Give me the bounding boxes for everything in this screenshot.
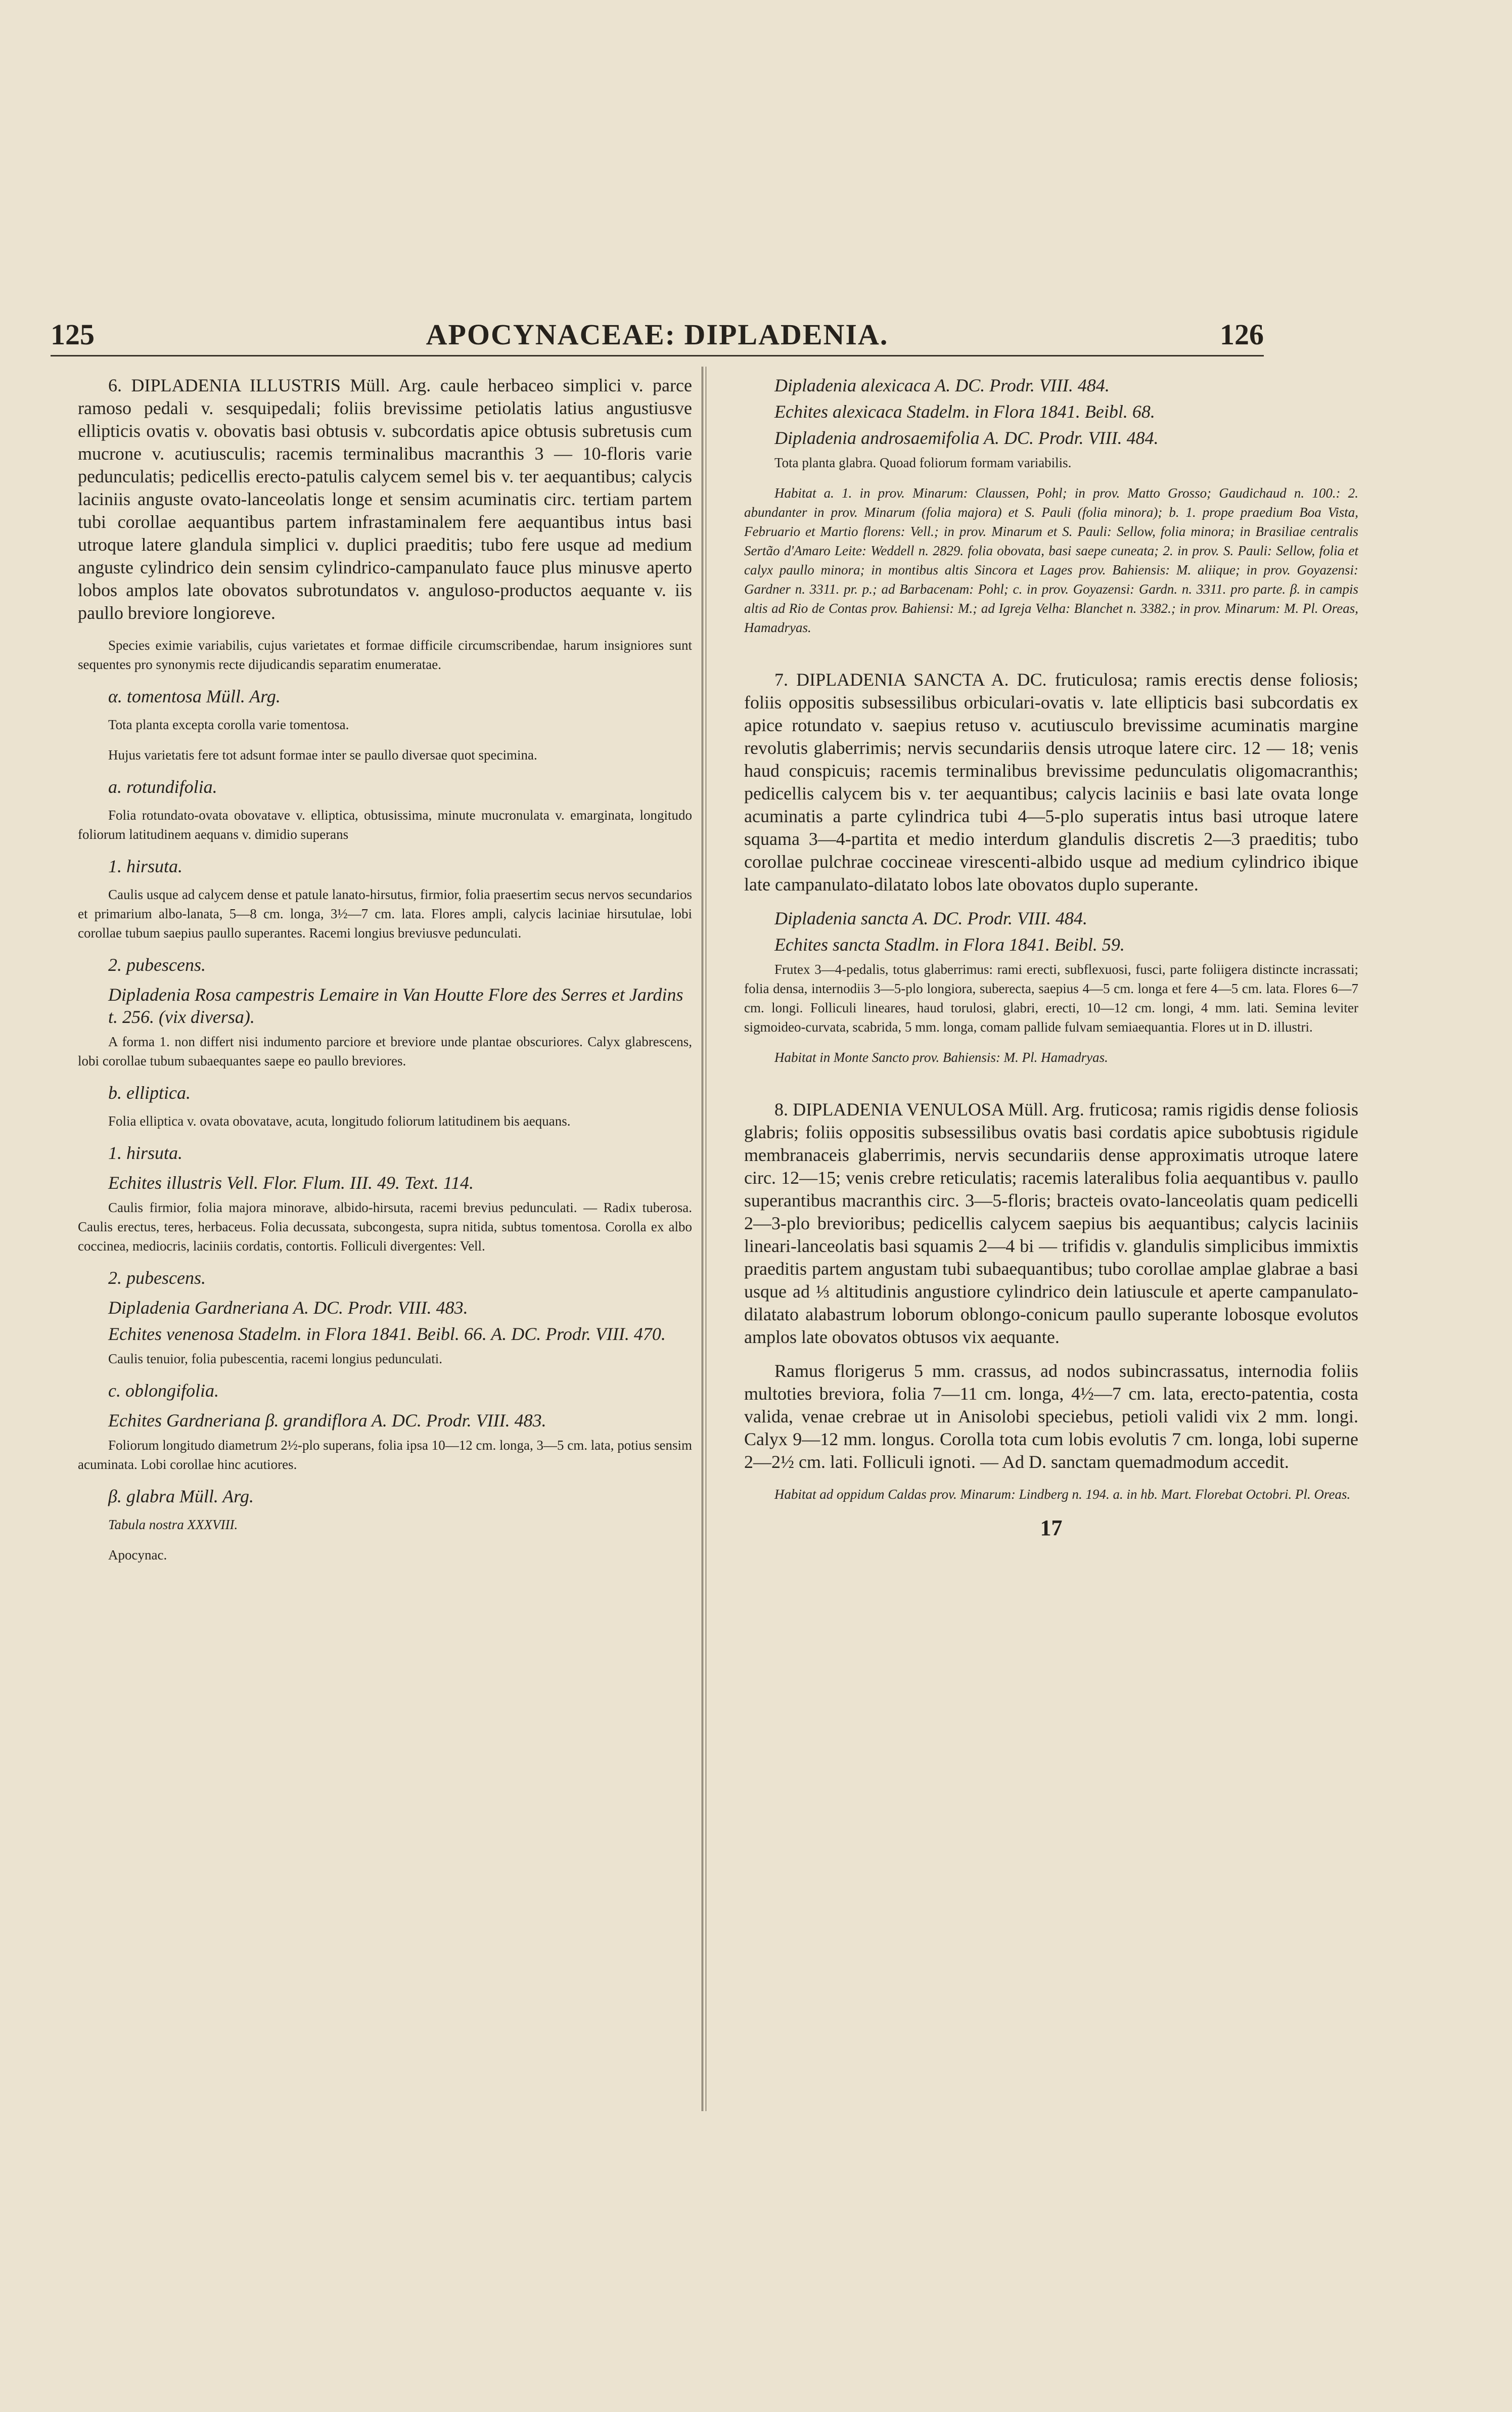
species-7-synonym-1: Dipladenia sancta A. DC. Prodr. VIII. 484. [774, 908, 1087, 928]
species-6-note: Species eximie variabilis, cujus varietates et formae difficile circumscribendae, harum insigniores sunt sequentes pro synonymis recte dijudicandis separatim enumeratae. [78, 638, 692, 672]
species-7-synonym-2: Echites sancta Stadlm. in Flora 1841. Beibl. 59. [774, 934, 1125, 955]
form-a1-heading: 1. hirsuta. [108, 856, 183, 876]
species-7-heading: 7. DIPLADENIA SANCTA A. DC. [774, 669, 1047, 690]
species-8-entry [744, 1098, 1358, 1349]
species-6-heading: 6. DIPLADENIA ILLUSTRIS Müll. Arg. [108, 375, 431, 395]
form-b2-heading: 2. pubescens. [108, 1268, 206, 1288]
form-b-description: Folia elliptica v. ovata obovatave, acuta, longitudo foliorum latitudinem bis aequans. [108, 1113, 571, 1129]
header-title: APOCYNACEAE: DIPLADENIA. [426, 318, 889, 351]
form-c-heading: c. oblongifolia. [108, 1380, 219, 1401]
form-b2-synonym-1: Dipladenia Gardneriana A. DC. Prodr. VIII. 483. [108, 1298, 468, 1318]
left-column [78, 374, 692, 1576]
form-a2-synonym: Dipladenia Rosa campestris Lemaire in Van Houtte Flore des Serres et Jardins t. 256. (vix diversa). [108, 985, 683, 1027]
right-column [744, 374, 1358, 1541]
var-alpha-note-1: Tota planta excepta corolla varie tomentosa. [108, 717, 349, 732]
header-rule [51, 355, 1264, 356]
species-7-frutex: Frutex 3—4-pedalis, totus glaberrimus: rami erecti, subflexuosi, fusci, parte foliigera distincte incrassati; folia densa, internodiis 3—5-plo longiora, suberecta, saepius 4—5 cm. longa et fere 4—5 cm. lata. Flores 6—7 cm. longi. Folliculi lineares, haud torulosi, glabri, erecti, 10—12 cm. longi, 4 mm. lati. Semina leviter sigmoideo-curvata, scabrida, 5 mm. longa, comam pallide fulvam semiaequantia. Flores ut in D. illustri. [744, 962, 1358, 1035]
species-8-ramus: Ramus florigerus 5 mm. crassus, ad nodos subincrassatus, internodia foliis multoties breviora, folia 7—11 cm. longa, 4½—7 cm. lata, erecto-patentia, costa valida, venae crebrae ut in Anisolobi speciebus, petioli validi vix 2 mm. longi. Calyx 9—12 mm. longus. Corolla tota cum lobis evolutis 7 cm. longa, lobi superne 2—2½ cm. lati. Folliculi ignoti. — Ad D. sanctam quemadmodum accedit. [744, 1361, 1358, 1472]
form-c-synonym: Echites Gardneriana β. grandiflora A. DC. Prodr. VIII. 483. [108, 1410, 546, 1431]
beta-note: Tota planta glabra. Quoad foliorum formam variabilis. [774, 455, 1072, 470]
form-a1-description: Caulis usque ad calycem dense et patule lanato-hirsutus, firmior, folia praesertim secus nervos secundarios et primarium albo-lanata, 5—8 cm. longa, 3½—7 cm. lata. Flores ampli, calycis laciniae hirsutulae, lobi corollae tubum saepius paullo superantes. Racemi longius breviusve pedunculati. [78, 887, 692, 941]
signature-footer: Apocynac. [108, 1547, 167, 1562]
beta-synonym-2: Echites alexicaca Stadelm. in Flora 1841. Beibl. 68. [774, 401, 1155, 422]
tabula-reference: Tabula nostra XXXVIII. [108, 1517, 238, 1532]
form-a2-description: A forma 1. non differt nisi indumento parciore et breviore unde plantae obscuriores. Calyx glabrescens, lobi corollae tubum subaequantes saepe eo paullo breviores. [78, 1034, 692, 1068]
form-a-description: Folia rotundato-ovata obovatave v. elliptica, obtusissima, minute mucronulata v. emarginata, longitudo foliorum latitudinem aequans v. dimidio superans [78, 808, 692, 842]
form-b2-description: Caulis tenuior, folia pubescentia, racemi longius pedunculati. [108, 1351, 442, 1366]
form-b1-heading: 1. hirsuta. [108, 1143, 183, 1163]
species-8-description: fruticosa; ramis rigidis dense foliosis glabris; foliis oppositis subsessilibus ovatis basi cordatis apice subobtusis rigidule membranaceis glaberrimis, nervis secundariis dense approximatis utroque latere circ. 12—15; venis crebre reticulatis; racemis lateralibus folia aequantibus v. paullo superantibus macranthis circ. 3—5-floris; bracteis ovato-lanceolatis quam pedicelli 2—3-plo brevioribus; pedicellis calycem saepius bis aequantibus; calycis laciniis lineari-lanceolatis basi squamis 2—4 bi — trifidis v. glandulis simplicibus immixtis praeditis partem angustam tubi subaequantibus; tubo corollae amplae glabrae a basi usque ad ⅓ altitudinis angustiore cylindrico dein latiuscule et aperte campanulato-dilatato alabastrum loborum oblongo-conicum paullo superante lobosque evolutos amplos late obovatos obtusos vix aequante. [744, 1099, 1359, 1347]
species-7-habitat: Habitat in Monte Sancto prov. Bahiensis: M. Pl. Hamadryas. [774, 1050, 1108, 1065]
form-b1-synonym: Echites illustris Vell. Flor. Flum. III. 49. Text. 114. [108, 1173, 474, 1193]
var-beta-heading: β. glabra Müll. Arg. [108, 1486, 254, 1506]
var-alpha-note-2: Hujus varietatis fere tot adsunt formae inter se paullo diversae quot specimina. [108, 747, 537, 763]
species-8-heading: 8. DIPLADENIA VENULOSA Müll. Arg. [774, 1099, 1084, 1120]
running-header [51, 318, 1264, 358]
sheet-signature: 17 [1040, 1515, 1063, 1540]
form-a2-heading: 2. pubescens. [108, 955, 206, 975]
species-7-description: fruticulosa; ramis erectis dense foliosis; foliis oppositis subsessilibus orbiculari-ovatis v. late ellipticis basi subcordatis ex apice rotundato v. saepius retuso v. acutiusculo brevissime acuminatis margine revolutis glaberrimis; nervis secundariis densis utroque latere circ. 12 — 18; venis haud conspicuis; racemis terminalibus brevissime pedunculatis oligomacranthis; pedicellis calycem bis v. ter aequantibus; calycis laciniis e basi late ovata longe acuminatis a parte cylindrica tubi 4—5-plo superatis intus basi utroque latere squama 3—4-partita et medio interdum glandulis discretis 2—3 praeditis; tubo corollae pulchrae coccineae virescenti-albido usque ad medium cylindrico ibique late campanulato-dilatato lobos late obovatos duplo superante. [744, 669, 1358, 895]
species-6-entry [78, 374, 692, 624]
species-7-entry [744, 668, 1358, 896]
form-b2-synonym-2: Echites venenosa Stadelm. in Flora 1841. Beibl. 66. A. DC. Prodr. VIII. 470. [108, 1324, 666, 1344]
page-number-right: 126 [1220, 318, 1264, 351]
beta-synonym-3: Dipladenia androsaemifolia A. DC. Prodr. VIII. 484. [774, 428, 1159, 448]
form-a-heading: a. rotundifolia. [108, 777, 217, 797]
column-divider [702, 367, 706, 2111]
species-6-description: caule herbaceo simplici v. parce ramoso pedali v. sesquipedali; foliis brevissime petiolatis latius angustiusve ellipticis ovatis v. obovatis basi obtusis v. subcordatis apice obtusis subretusis cum mucrone v. acutiusculis; racemis terminalibus macranthis 3 — 10-floris varie pedunculatis; pedicellis erecto-patulis calycem semel bis v. ter aequantibus; calycis laciniis anguste ovato-lanceolatis longe et sensim acuminatis circ. tertiam partem tubi corollae aequantibus partem infrastaminalem fere aequantibus intus basi utroque latere glandula simplici v. duplici praeditis; tubo fere usque ad medium anguste cylindrico dein sensim cylindrico-campanulato fauce plus minusve aperto lobos amplos late obovatos subrotundatos v. anguloso-productos aequante v. iis paullo breviore longioreve. [78, 375, 692, 623]
form-b-heading: b. elliptica. [108, 1083, 191, 1103]
form-b1-description: Caulis firmior, folia majora minorave, albido-hirsuta, racemi brevius pedunculati. — Radix tuberosa. Caulis erectus, teres, herbaceus. Folia decussata, subcongesta, supra nitida, subtus tomentosa. Corolla ex albo coccinea, mediocris, laciniis cordatis, contortis. Folliculi divergentes: Vell. [78, 1200, 692, 1254]
beta-synonym-1: Dipladenia alexicaca A. DC. Prodr. VIII. 484. [774, 375, 1110, 395]
page-number-left: 125 [51, 318, 95, 351]
species-8-habitat: Habitat ad oppidum Caldas prov. Minarum: Lindberg n. 194. a. in hb. Mart. Florebat Octobri. Pl. Oreas. [774, 1487, 1351, 1502]
species-6-habitat: Habitat a. 1. in prov. Minarum: Claussen, Pohl; in prov. Matto Grosso; Gaudichaud n. 100.: 2. abundanter in prov. Minarum (folia majora) et S. Pauli (folia minora); b. 1. prope praedium Boa Vista, Februario et Martio florens: Vell.; in prov. Minarum et S. Pauli: Sellow, folia minora; in Brasiliae centralis Sertão d'Amaro Leite: Weddell n. 2829. folia obovata, basi saepe cuneata; 2. in prov. S. Pauli: Sellow, folia et calyx paullo minora; in montibus altis Sincora et Lages prov. Bahiensis: M. aliique; in prov. Goyazensi: Gardner n. 3311. pr. p.; ad Barbacenam: Pohl; c. in prov. Goyazensi: Gardn. n. 3311. pro parte. β. in campis altis ad Rio de Contas prov. Bahiensi: M.; ad Igreja Velha: Blanchet n. 3382.; in prov. Minarum: M. Pl. Oreas, Hamadryas. [744, 485, 1358, 635]
form-c-description: Foliorum longitudo diametrum 2½-plo superans, folia ipsa 10—12 cm. longa, 3—5 cm. lata, potius sensim acuminata. Lobi corollae hinc acutiores. [78, 1438, 692, 1472]
var-alpha-heading: α. tomentosa Müll. Arg. [108, 686, 281, 706]
